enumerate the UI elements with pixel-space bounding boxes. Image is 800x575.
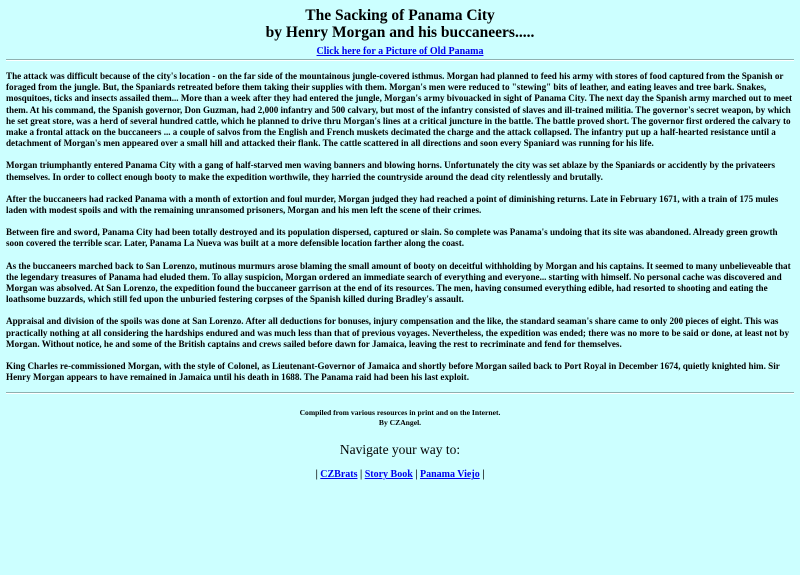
paragraph-destruction: Between fire and sword, Panama City had been totally destroyed and its population dispersed, captured or slain. So complete was Panama's undoing that its site was abandoned. Already green growth soon covered the terrible scar. Later, Panama La Nueva was built at a more defensible location farther along the coast. [6, 227, 778, 249]
page-header [0, 0, 800, 59]
nav-separator: | [482, 469, 485, 481]
article-body [0, 71, 800, 383]
nav-link-panama-viejo[interactable]: Panama Viejo [419, 469, 480, 481]
nav-separator: | [315, 469, 318, 481]
picture-of-old-panama-link[interactable]: Click here for a Picture of Old Panama [316, 46, 484, 57]
paragraph-knighted: King Charles re-commissioned Morgan, with the style of Colonel, as Lieutenant-Governor of Jamaica and shortly before Morgan sailed back to Port Royal in December 1674, quietly knighted him. Sir Henry Morgan appears to have remained in Jamaica until his death in 1688. The Panama raid had been his last exploit. [6, 361, 780, 383]
navigation-bar [0, 469, 800, 481]
nav-link-czbrats[interactable]: CZBrats [320, 469, 358, 481]
nav-separator: | [360, 469, 363, 481]
paragraph-departure: After the buccaneers had racked Panama with a month of extortion and foul murder, Morgan judged they had reached a point of diminishing returns. Late in February 1671, with a train of 175 mules laden with modest spoils and with the remaining unransomed prisoners, Morgan and his men left the scene of their crimes. [6, 193, 779, 216]
paragraph-attack: The attack was difficult because of the city's location - on the far side of the mountainous jungle-covered isthmus. Morgan had planned to feed his army with stores of food captured from the Spanish or foraged from the jungle. But, the Spaniards retreated before them taking their supplies with them. Morgan's men were reduced to "stewing" bits of leather, and eating leaves and tree bark. Snakes, mosquitoes, ticks and insects assailed them... More than a week after they had entered the jungle, Morgan's army bivouacked in sight of Panama City. The next day the Spanish army marched out to meet them. At his command, the Spanish governor, Don Guzman, had 2,000 infantry and 500 calvary, but most of the infantry consisted of slaves and ill-trained militia. The governor's secret weapon, by which he set great store, was a herd of several hundred cattle, which he planned to drive thru Morgan's lines at a critical juncture in the battle. The battle proved short. The governor first ordered the calvary to make a frontal attack on the buccaneers ... a couple of salvos from the English and French muskets decimated the charge and the attack collapsed. The infantry put up a half-hearted resistance until a detachment of Morgan's men appeared over a small hill and attacked their flank. The cattle scattered in all directions and soon every Spaniard was running for his life. [6, 71, 793, 149]
paragraph-entry: Morgan triumphantly entered Panama City with a gang of half-starved men waving banners and blowing horns. Unfortunately the city was set ablaze by the Spaniards or accidently by the privateers themselves. In order to collect enough booty to make the expedition worthwile, they harried the countryside around the dead city relentlessly and brutally. [6, 160, 776, 182]
page-footer [0, 408, 800, 481]
nav-link-story-book[interactable]: Story Book [364, 469, 413, 481]
bottom-divider [6, 392, 794, 394]
paragraph-spoils: Appraisal and division of the spoils was done at San Lorenzo. After all deductions for bonuses, injury compensation and the like, the standard seaman's share came to only 200 pieces of eight. This was practically nothing at all considering the hardships endured and was much less than that of previous voyages. Nevertheless, the expedition was ended; there was no more to be said or done, at least not by Morgan. Without notice, he and some of the British captains and crews sailed before dawn for Jamaica, leaving the rest to recriminate and fend for themselves. [6, 316, 790, 349]
navigation-heading: Navigate your way to: [339, 442, 461, 458]
top-divider [6, 59, 794, 61]
paragraph-mutiny: As the buccaneers marched back to San Lorenzo, mutinous murmurs arose blaming the small amount of booty on deceitful withholding by Morgan and his captains. It seemed to many unbelieveable that the legendary treasures of Panama had eluded them. To allay suspicion, Morgan ordered an immediate search of everything and everyone... starting with himself. No personal cache was discovered and Morgan was absolved. At San Lorenzo, the expedition found the buccaneer garrison at the end of its resources. The men, having consumed everything edible, had resorted to shooting and eating the loathsome buzzards, which still fed upon the unburied festering corpses of the Spanish killed during Bradley's assault. [6, 260, 791, 305]
credit-line-2: By CZAngel. [378, 418, 422, 428]
page-title-line-2: by Henry Morgan and his buccaneers..... [265, 24, 535, 41]
page-title-line-1: The Sacking of Panama City [305, 7, 495, 24]
credit-line-1: Compiled from various resources in print and on the Internet. [299, 408, 501, 418]
nav-separator: | [415, 469, 418, 481]
